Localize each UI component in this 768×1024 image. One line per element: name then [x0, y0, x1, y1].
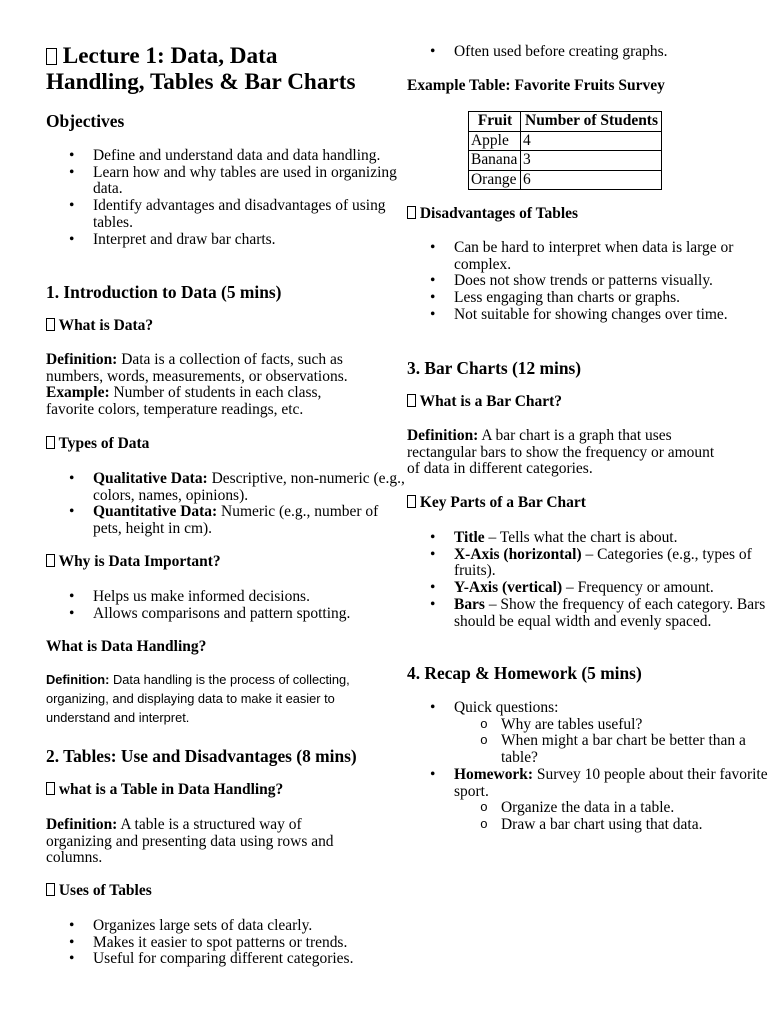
subheading-disadvantages: [407, 206, 722, 223]
objectives-list: [46, 148, 405, 248]
list-item: • Often used before creating graphs.: [454, 44, 768, 61]
item-text: – Frequency or amount.: [565, 579, 714, 597]
list-item: • Makes it easier to spot patterns or trends.: [93, 935, 405, 952]
students-cell: 6: [521, 170, 662, 190]
item-text: – Categories (e.g., types of fruits).: [454, 545, 752, 580]
missing-glyph-icon: [46, 782, 55, 795]
subheading-text: Disadvantages of Tables: [419, 205, 579, 222]
definition-label: Definition:: [46, 672, 110, 687]
table-row: [469, 151, 662, 171]
definition-text: Data is a collection of facts, such as numbers, words, measurements, or observations.: [46, 351, 348, 385]
data-definition-block: [46, 352, 358, 419]
subheading-what-is-table: [46, 782, 358, 799]
example-table-caption: Example Table: Favorite Fruits Survey: [407, 77, 665, 94]
example-label: Example:: [46, 384, 110, 402]
subheading-types-of-data: [46, 436, 358, 453]
sub-list: [454, 717, 768, 767]
sub-list-item: o Organize the data in a table.: [501, 800, 768, 817]
list-item: • Helps us make informed decisions.: [93, 589, 405, 606]
fruit-survey-table: [468, 111, 662, 190]
subheading-text: What is a Bar Chart?: [419, 393, 562, 410]
item-label: Title: [454, 529, 485, 546]
subheading-what-is-bar-chart: [407, 394, 722, 411]
list-item: [454, 530, 768, 547]
example-paragraph: [46, 385, 358, 418]
recap-list: [407, 700, 768, 834]
list-item: • Identify advantages and disadvantages of using tables.: [93, 198, 405, 231]
students-cell: 4: [521, 131, 662, 151]
item-text: – Show the frequency of each category. Bars should be equal width and evenly spaced.: [454, 595, 766, 630]
missing-glyph-icon: [407, 495, 416, 508]
subheading-uses-of-tables: [46, 883, 358, 900]
missing-glyph-icon: [407, 394, 416, 407]
list-item: • Interpret and draw bar charts.: [93, 232, 405, 249]
missing-glyph-icon: [46, 318, 55, 331]
section-heading-introduction: 1. Introduction to Data (5 mins): [46, 282, 282, 302]
list-item: • Less engaging than charts or graphs.: [454, 290, 768, 307]
uses-list: [46, 918, 405, 968]
subheading-why-data-important: [46, 554, 358, 571]
item-text: Descriptive, non-numeric (e.g., colors, names, opinions).: [93, 470, 405, 504]
list-item: [93, 504, 405, 537]
list-item: [454, 580, 768, 597]
table-row: [469, 131, 662, 151]
fruit-cell: Banana: [469, 151, 521, 171]
item-text: Survey 10 people about their favorite sport.: [454, 765, 768, 800]
missing-glyph-icon: [407, 206, 416, 219]
page-title: [46, 44, 366, 95]
list-item: [454, 597, 768, 630]
disadvantages-list: [407, 240, 768, 324]
subheading-text: Why is Data Important?: [58, 553, 221, 570]
subheading-text: Types of Data: [58, 435, 150, 452]
table-row: [469, 170, 662, 190]
bar-chart-definition-paragraph: [407, 428, 722, 478]
list-item: [454, 767, 768, 834]
subheading-text: What is Data?: [58, 317, 154, 334]
missing-glyph-icon: [46, 48, 57, 65]
key-parts-list: [407, 530, 768, 630]
list-item: [454, 547, 768, 580]
item-text: Numeric (e.g., number of pets, height in cm).: [93, 503, 379, 538]
subheading-text: Key Parts of a Bar Chart: [419, 494, 586, 511]
sub-list-item: o Why are tables useful?: [501, 717, 768, 734]
item-label: Quantitative Data:: [93, 503, 218, 521]
sub-list-item: o When might a bar chart be better than a table?: [501, 733, 768, 766]
students-cell: 3: [521, 151, 662, 171]
fruit-cell: Apple: [469, 131, 521, 151]
item-text: – Tells what the chart is about.: [488, 529, 678, 546]
subheading-text: what is a Table in Data Handling?: [58, 781, 284, 798]
importance-list: [46, 589, 405, 622]
example-text: Number of students in each class, favorite colors, temperature readings, etc.: [46, 384, 322, 419]
section-heading-bar-charts: 3. Bar Charts (12 mins): [407, 358, 582, 378]
uses-list-continued: [407, 44, 768, 61]
item-label: Qualitative Data:: [93, 470, 208, 487]
item-label: X-Axis (horizontal): [454, 545, 582, 563]
item-label: Y-Axis (vertical): [454, 579, 563, 597]
definition-paragraph: [46, 352, 358, 385]
sub-list: [454, 800, 768, 833]
section-heading-tables: 2. Tables: Use and Disadvantages (8 mins): [46, 746, 357, 766]
subheading-key-parts: [407, 495, 722, 512]
definition-text: Data handling is the process of collecting, organizing, and displaying data to make it easier to understand and interpret.: [46, 672, 350, 725]
definition-text: A bar chart is a graph that uses rectangular bars to show the frequency or amount of data in different categories.: [407, 427, 715, 478]
types-list: [46, 471, 405, 538]
section-heading-recap: 4. Recap & Homework (5 mins): [407, 663, 642, 683]
list-item: • Define and understand data and data handling.: [93, 148, 405, 165]
missing-glyph-icon: [46, 436, 55, 449]
item-label: Homework:: [454, 765, 534, 783]
page-title-text: Lecture 1: Data, Data Handling, Tables & Bar Charts: [46, 43, 356, 95]
list-item: • Learn how and why tables are used in organizing data.: [93, 165, 405, 198]
definition-label: Definition:: [46, 351, 118, 368]
column-header-students: Number of Students: [521, 112, 662, 132]
list-item: [93, 471, 405, 504]
subheading-what-is-data: [46, 318, 358, 335]
objectives-heading: Objectives: [46, 111, 125, 131]
list-item: • Not suitable for showing changes over time.: [454, 307, 768, 324]
list-item: • Organizes large sets of data clearly.: [93, 918, 405, 935]
definition-label: Definition:: [407, 427, 479, 444]
definition-text: A table is a structured way of organizing and presenting data using rows and columns.: [46, 816, 334, 867]
sub-list-item: o Draw a bar chart using that data.: [501, 817, 768, 834]
item-label: Bars: [454, 595, 485, 613]
list-item: • Useful for comparing different categories.: [93, 951, 405, 968]
fruit-cell: Orange: [469, 170, 521, 190]
table-definition-paragraph: [46, 817, 358, 867]
table-header-row: [469, 112, 662, 132]
list-item: [454, 700, 768, 767]
column-header-fruit: Fruit: [469, 112, 521, 132]
list-item: • Can be hard to interpret when data is large or complex.: [454, 240, 768, 273]
definition-label: Definition:: [46, 816, 118, 833]
subheading-text: Uses of Tables: [58, 882, 152, 899]
missing-glyph-icon: [46, 554, 55, 567]
item-text: Quick questions:: [454, 699, 559, 716]
missing-glyph-icon: [46, 883, 55, 896]
list-item: • Allows comparisons and pattern spotting.: [93, 606, 405, 623]
data-handling-definition: [46, 670, 358, 727]
subheading-data-handling: What is Data Handling?: [46, 638, 207, 655]
list-item: • Does not show trends or patterns visually.: [454, 273, 768, 290]
